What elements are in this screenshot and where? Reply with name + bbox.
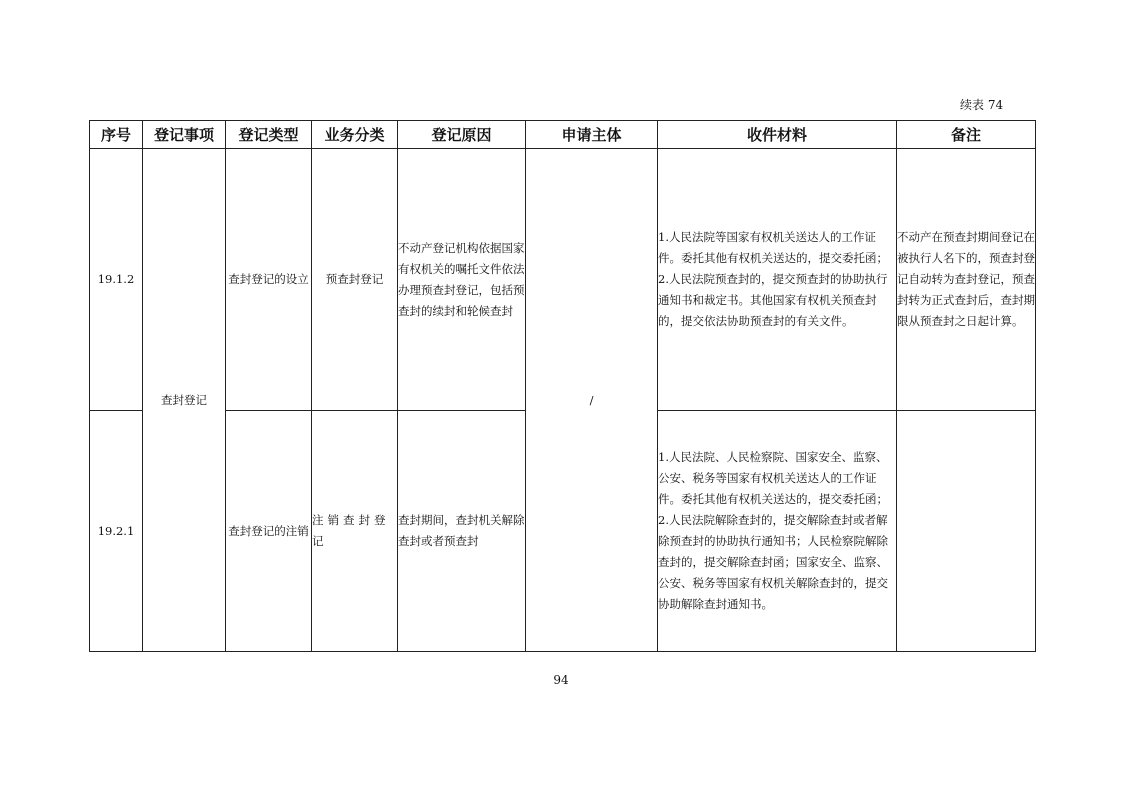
registration-reason-cell: 查封期间，查封机关解除查封或者预查封 — [398, 411, 526, 652]
materials-cell — [658, 411, 897, 652]
row-seq: 19.2.1 — [90, 411, 143, 652]
business-category-cell: 注销查封登记 — [312, 411, 398, 652]
materials-cell — [658, 149, 897, 411]
row-seq: 19.1.2 — [90, 149, 143, 411]
registration-table — [89, 120, 1036, 652]
materials-item: 1.人民法院等国家有权机关送达人的工作证件。委托其他有权机关送达的，提交委托函； — [658, 230, 888, 265]
business-category-cell: 预查封登记 — [312, 149, 398, 411]
notes-cell: 不动产在预查封期间登记在被执行人名下的，预查封登记自动转为查封登记，预查封转为正式查封后，查封期限从预查封之日起计算。 — [897, 149, 1036, 411]
registration-type-cell: 查封登记的注销 — [226, 411, 312, 652]
header-registration-reason: 登记原因 — [398, 121, 526, 149]
registration-reason-cell: 不动产登记机构依据国家有权机关的嘱托文件依法办理预查封登记，包括预查封的续封和轮候查封 — [398, 149, 526, 411]
table-header-row — [90, 121, 1036, 149]
header-materials: 收件材料 — [658, 121, 897, 149]
page-number: 94 — [553, 673, 569, 687]
materials-item: 2.人民法院预查封的，提交预查封的协助执行通知书和裁定书。其他国家有权机关预查封的，提交依法协助预查封的有关文件。 — [658, 272, 888, 328]
materials-item: 2.人民法院解除查封的，提交解除查封或者解除预查封的协助执行通知书；人民检察院解除查封的，提交解除查封函；国家安全、监察、公安、税务等国家有权机关解除查封的，提交协助解除查封通知书。 — [658, 513, 888, 611]
continuation-label: 续表 74 — [960, 98, 1004, 112]
applicant-cell: / — [526, 149, 658, 652]
header-seq: 序号 — [90, 121, 143, 149]
header-registration-item: 登记事项 — [143, 121, 226, 149]
registration-item-cell: 查封登记 — [143, 149, 226, 652]
header-notes: 备注 — [897, 121, 1036, 149]
header-registration-type: 登记类型 — [226, 121, 312, 149]
table-row — [90, 149, 1036, 411]
header-business-category: 业务分类 — [312, 121, 398, 149]
header-applicant: 申请主体 — [526, 121, 658, 149]
registration-type-cell: 查封登记的设立 — [226, 149, 312, 411]
notes-cell — [897, 411, 1036, 652]
materials-item: 1.人民法院、人民检察院、国家安全、监察、公安、税务等国家有权机关送达人的工作证件。委托其他有权机关送达的，提交委托函； — [658, 450, 888, 506]
